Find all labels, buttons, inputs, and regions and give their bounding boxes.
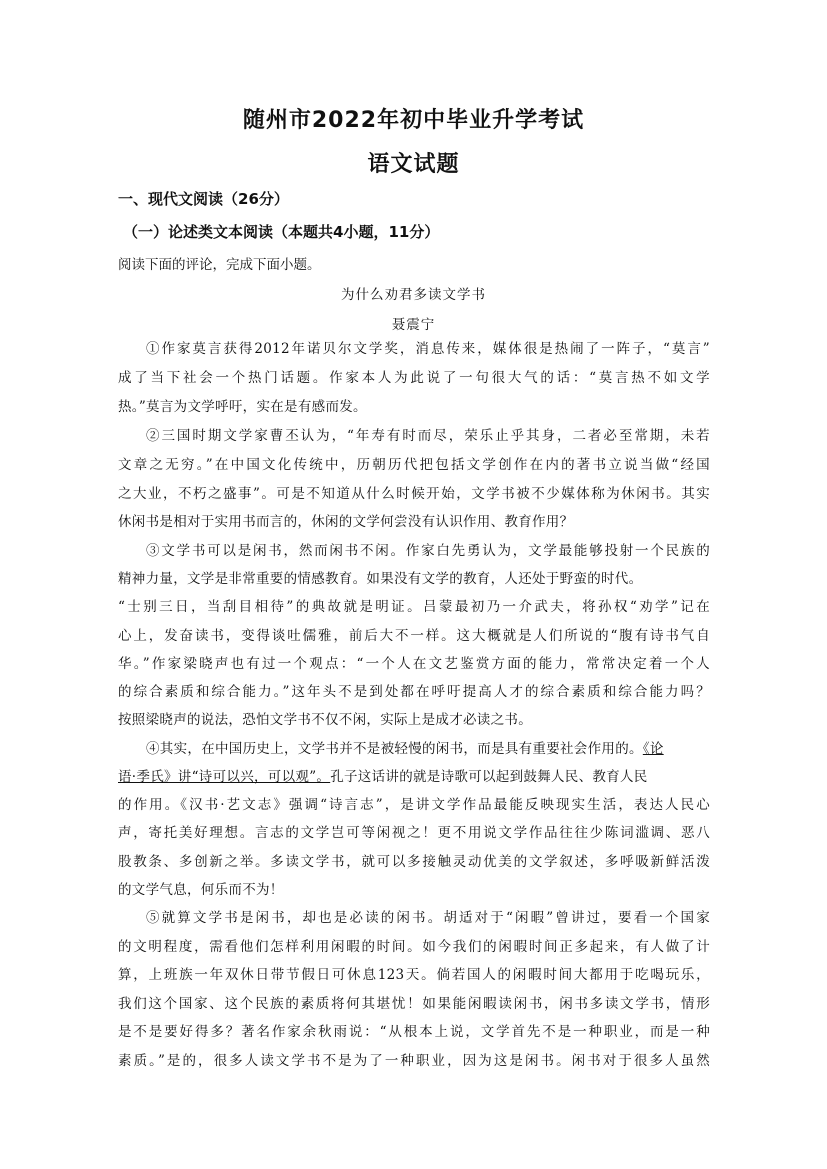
- text-line: 成了当下社会一个热门话题。作家本人为此说了一句很大气的话：“莫言热不如文学: [118, 370, 710, 386]
- underlined-text: 《论: [642, 741, 664, 757]
- text-segment: ④其实，在中国历史上，文学书并不是被轻慢的闲书，而是具有重要社会作用的。: [146, 741, 643, 757]
- text-line: 的文学气息，何乐而不为！: [118, 882, 284, 898]
- section-heading: 一、现代文阅读（26分）: [118, 190, 289, 208]
- text-line: 素质。”是的，很多人读文学书不是为了一种职业，因为这是闲书。闲书对于很多人虽然: [118, 1053, 710, 1069]
- exam-subtitle: 语文试题: [367, 152, 460, 177]
- text-line: 的文明程度，需看他们怎样利用闲暇的时间。如今我们的闲暇时间正多起来，有人做了计: [118, 939, 710, 955]
- article-author: 聂震宁: [391, 317, 436, 333]
- text-line: 精神力量，文学是非常重要的情感教育。如果没有文学的教育，人还处于野蛮的时代。: [118, 571, 643, 587]
- text-segment: 孔子这话讲的就是诗歌可以起到鼓舞人民、教育人民: [330, 769, 648, 785]
- text-line: 休闲书是相对于实用书而言的，休闲的文学何尝没有认识作用、教育作用？: [118, 514, 574, 530]
- exam-title: 随州市2022年初中毕业升学考试: [242, 108, 585, 133]
- subsection-heading: （一）论述类文本阅读（本题共4小题，11分）: [123, 223, 440, 241]
- text-line: 的作用。《汉书·艺文志》强调“诗言志”，是讲文学作品最能反映现实生活，表达人民心: [118, 797, 710, 813]
- text-line: 之大业，不朽之盛事”。可是不知道从什么时候开始，文学书被不少媒体称为休闲书。其实: [118, 486, 710, 502]
- text-line: ⑤就算文学书是闲书，却也是必读的闲书。胡适对于“闲暇”曾讲过，要看一个国家: [146, 910, 710, 926]
- text-line-mixed: [146, 737, 664, 757]
- text-line: 心上，发奋读书，变得谈吐儒雅，前后大不一样。这大概就是人们所说的“腹有诗书气自: [118, 628, 710, 644]
- text-line: 热。”莫言为文学呼吁，实在是有感而发。: [118, 399, 367, 415]
- text-line-mixed: [118, 765, 648, 785]
- instruction: 阅读下面的评论，完成下面小题。: [118, 257, 321, 273]
- article-title: 为什么劝君多读文学书: [341, 287, 486, 303]
- text-line: 算，上班族一年双休日带节假日可休息123天。倘若国人的闲暇时间大都用于吃喝玩乐，: [118, 967, 710, 983]
- text-line: 我们这个国家、这个民族的素质将何其堪忧！如果能闲暇读闲书，闲书多读文学书，情形: [118, 996, 710, 1012]
- text-line: 按照梁晓声的说法，恐怕文学书不仅不闲，实际上是成才必读之书。: [118, 712, 532, 728]
- text-line: ②三国时期文学家曹丕认为，“年寿有时而尽，荣乐止乎其身，二者必至常期，未若: [146, 428, 710, 444]
- text-line: 股教条、多创新之举。多读文学书，就可以多接触灵动优美的文学叙述，多呼吸新鲜活泼: [118, 854, 710, 870]
- text-line: 的综合素质和综合能力。”这年头不是到处都在呼吁提高人才的综合素质和综合能力吗？: [118, 684, 710, 700]
- text-line: ③文学书可以是闲书，然而闲书不闲。作家白先勇认为，文学最能够投射一个民族的: [146, 543, 710, 559]
- underlined-text: 语·季氏》讲“诗可以兴，可以观”。: [118, 769, 331, 785]
- text-line: 文章之无穷。”在中国文化传统中，历朝历代把包括文学创作在内的著书立说当做“经国: [118, 457, 710, 473]
- text-line: 华。”作家梁晓声也有过一个观点：“一个人在文艺鉴赏方面的能力，常常决定着一个人: [118, 656, 710, 672]
- text-line: 是不是要好得多？著名作家余秋雨说：“从根本上说，文学首先不是一种职业，而是一种: [118, 1024, 710, 1040]
- text-line: ①作家莫言获得2012年诺贝尔文学奖，消息传来，媒体很是热闹了一阵子，“莫言”: [146, 341, 710, 357]
- text-line: 声，寄托美好理想。言志的文学岂可等闲视之！更不用说文学作品往往少陈词滥调、恶八: [118, 825, 710, 841]
- text-line: “士别三日，当刮目相待”的典故就是明证。吕蒙最初乃一介武夫，将孙权“劝学”记在: [118, 599, 710, 615]
